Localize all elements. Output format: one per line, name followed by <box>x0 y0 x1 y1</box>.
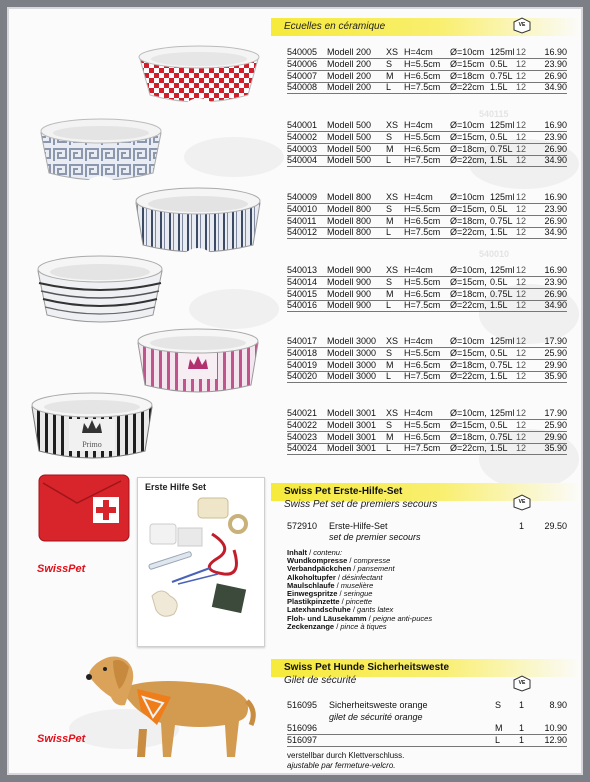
background-ghost-text: 540115 <box>479 109 509 119</box>
cell-code: 540021 <box>287 408 318 418</box>
ve-box-icon-3 <box>512 675 532 692</box>
cell-name: Modell 800 <box>327 192 372 202</box>
cell-height: H=7.5cm <box>404 300 441 311</box>
cell-size: S <box>386 203 393 214</box>
cell-volume: 0.75L <box>490 288 513 299</box>
cell-diameter: Ø=10cm, <box>450 265 487 275</box>
cell-qty: 12 <box>516 203 527 214</box>
cell-price: 17.90 <box>544 336 567 346</box>
cell-qty: 12 <box>516 192 527 202</box>
cell-diameter: Ø=22cm <box>450 82 485 93</box>
cell-name: Modell 900 <box>327 276 372 287</box>
cell-name: Modell 3000 <box>327 359 377 370</box>
cell-volume: 1.5L <box>490 227 508 238</box>
cell-size: M <box>386 431 394 442</box>
bowl-photo-modell-800-stripes <box>133 185 263 257</box>
cell-volume: 125ml <box>490 47 515 57</box>
cell-price: 35.90 <box>544 443 567 454</box>
cell-price: 23.90 <box>544 131 567 142</box>
cell-height: H=5.5cm <box>404 131 441 142</box>
cell-height: H=6.5cm <box>404 70 441 81</box>
cell-height: H=7.5cm <box>404 371 441 382</box>
vest-cell-code: 516097 <box>287 735 318 745</box>
cell-price: 26.90 <box>544 215 567 226</box>
cell-diameter: Ø=10cm <box>450 120 485 130</box>
cell-diameter: Ø=15cm, <box>450 203 487 214</box>
cell-price: 25.90 <box>544 419 567 430</box>
vest-cell-qty: 1 <box>519 735 525 745</box>
cell-height: H=5.5cm <box>404 347 441 358</box>
bowl-photo-modell-500-greek-key <box>37 115 165 185</box>
cell-code: 540006 <box>287 58 318 69</box>
ve-box-icon-2 <box>512 494 532 511</box>
cell-size: XS <box>386 336 399 346</box>
cell-name: Modell 3001 <box>327 431 377 442</box>
cell-qty: 12 <box>516 276 527 287</box>
vest-cell-qty: 1 <box>519 700 525 710</box>
cell-code: 540013 <box>287 265 318 275</box>
cell-qty: 12 <box>516 70 527 81</box>
bowl-photo-modell-3001-black-crown <box>29 389 155 463</box>
cell-diameter: Ø=18cm, <box>450 215 487 226</box>
cell-volume: 0.75L <box>490 215 513 226</box>
contents-heading: Inhalt / contenu: <box>287 548 343 557</box>
cell-size: S <box>386 347 393 358</box>
cell-diameter: Ø=15cm, <box>450 419 487 430</box>
cell-size: L <box>386 300 392 311</box>
cell-height: H=7.5cm <box>404 227 441 238</box>
cell-name: Modell 500 <box>327 143 372 154</box>
first-aid-product-name-fr <box>287 532 567 544</box>
vest-name-fr: gilet de sécurité orange <box>329 712 423 722</box>
cell-qty: 12 <box>516 419 527 430</box>
cell-diameter: Ø=22cm, <box>450 443 487 454</box>
cell-price: 25.90 <box>544 347 567 358</box>
contents-item: Floh- und Läusekamm / peigne anti-puces <box>287 613 433 623</box>
cell-size: M <box>386 70 394 81</box>
cell-price: 16.90 <box>544 120 567 130</box>
cell-volume: 125ml <box>490 120 515 130</box>
cell-diameter: Ø=10cm <box>450 336 485 346</box>
bowl-photo-modell-900-rings <box>35 253 165 327</box>
cell-code: 540010 <box>287 203 318 214</box>
vest-cell-price: 12.90 <box>544 735 567 745</box>
cell-volume: 125ml <box>490 336 515 346</box>
row-divider <box>287 311 567 312</box>
product-name: Erste-Hilfe-Set <box>329 521 388 531</box>
cell-code: 540002 <box>287 131 318 142</box>
contents-item: Alkoholtupfer / désinfectant <box>287 572 383 582</box>
cell-qty: 12 <box>516 359 527 370</box>
cell-code: 540014 <box>287 276 318 287</box>
cell-price: 23.90 <box>544 203 567 214</box>
cell-volume: 0.5L <box>490 131 508 142</box>
cell-code: 540022 <box>287 419 318 430</box>
vest-section-title: Swiss Pet Hunde Sicherheitsweste <box>284 662 450 673</box>
cell-price: 35.90 <box>544 371 567 382</box>
cell-size: L <box>386 443 392 454</box>
swisspet-logo-2: SwissPet <box>37 733 86 745</box>
cell-diameter: Ø=15cm, <box>450 347 487 358</box>
row-divider <box>287 746 567 747</box>
cell-height: H=7.5cm <box>404 155 441 166</box>
bowl-photo-modell-200-checkered <box>134 43 264 107</box>
cell-size: S <box>386 276 393 287</box>
contents-item: Latexhandschuhe / gants latex <box>287 605 394 615</box>
cell-diameter: Ø=18cm, <box>450 288 487 299</box>
cell-height: H=4cm <box>404 336 433 346</box>
cell-price: 23.90 <box>544 276 567 287</box>
cell-qty: 12 <box>516 431 527 442</box>
cell-diameter: Ø=18cm, <box>450 359 487 370</box>
cell-height: H=6.5cm <box>404 215 441 226</box>
primo-label: Primo <box>82 440 102 449</box>
cell-name: Modell 800 <box>327 227 372 238</box>
cell-name: Modell 500 <box>327 120 372 130</box>
cell-qty: 12 <box>516 265 527 275</box>
cell-height: H=6.5cm <box>404 359 441 370</box>
cell-price: 29.90 <box>544 431 567 442</box>
cell-size: L <box>386 227 392 238</box>
cell-height: H=5.5cm <box>404 276 441 287</box>
cell-code: 540023 <box>287 431 318 442</box>
cell-size: XS <box>386 120 399 130</box>
cell-code: 540020 <box>287 371 318 382</box>
cell-name: Modell 900 <box>327 288 372 299</box>
cell-volume: 0.5L <box>490 419 508 430</box>
cell-qty: 12 <box>516 443 527 454</box>
vest-cell-size: M <box>495 723 503 733</box>
vest-cell-price: 10.90 <box>544 723 567 733</box>
cell-volume: 0.75L <box>490 431 513 442</box>
cell-price: 34.90 <box>544 82 567 93</box>
row-divider <box>287 166 567 167</box>
cell-volume: 1.5L <box>490 443 508 454</box>
swisspet-logo: SwissPet <box>37 563 86 575</box>
cell-volume: 1.5L <box>490 300 508 311</box>
vest-cell-code: 516095 <box>287 700 318 710</box>
cell-qty: 12 <box>516 120 527 130</box>
cell-height: H=5.5cm <box>404 58 441 69</box>
cell-size: M <box>386 359 394 370</box>
cell-size: L <box>386 82 392 93</box>
cell-price: 29.90 <box>544 359 567 370</box>
cell-name: Modell 200 <box>327 47 372 57</box>
cell-qty: 12 <box>516 58 527 69</box>
product-name-fr: set de premier secours <box>329 532 421 542</box>
cell-price: 26.90 <box>544 143 567 154</box>
cell-name: Modell 800 <box>327 203 372 214</box>
contents-item: Plastikpinzette / pincette <box>287 597 373 607</box>
cell-height: H=4cm <box>404 265 433 275</box>
cell-diameter: Ø=22cm, <box>450 227 487 238</box>
vest-cell-name: Sicherheitsweste orange <box>329 700 428 710</box>
ve-box-icon <box>512 17 532 34</box>
cell-volume: 0.75L <box>490 70 513 81</box>
cell-size: L <box>386 371 392 382</box>
cell-diameter: Ø=10cm, <box>450 408 487 418</box>
cell-price: 26.90 <box>544 288 567 299</box>
cell-qty: 12 <box>516 300 527 311</box>
cell-code: 540018 <box>287 347 318 358</box>
cell-diameter: Ø=22cm, <box>450 371 487 382</box>
cell-price: 34.90 <box>544 155 567 166</box>
cell-size: M <box>386 215 394 226</box>
cell-volume: 125ml <box>490 265 515 275</box>
cell-price: 16.90 <box>544 192 567 202</box>
cell-diameter: Ø=18cm <box>450 70 485 81</box>
cell-size: XS <box>386 265 399 275</box>
cell-price: 34.90 <box>544 300 567 311</box>
cell-volume: 125ml <box>490 408 515 418</box>
cell-height: H=5.5cm <box>404 419 441 430</box>
cell-diameter: Ø=15cm, <box>450 131 487 142</box>
cell-qty: 12 <box>516 47 527 57</box>
cell-code: 540024 <box>287 443 318 454</box>
contents-item: Zeckenzange / pince à tiques <box>287 621 387 631</box>
cell-height: H=6.5cm <box>404 431 441 442</box>
cell-code: 540015 <box>287 288 318 299</box>
svg-text:VE: VE <box>518 680 526 686</box>
cell-diameter: Ø=18cm, <box>450 143 487 154</box>
cell-height: H=4cm <box>404 120 433 130</box>
contents-item: Verbandpäckchen / pansement <box>287 564 395 574</box>
contents-item: Einwegspritze / seringue <box>287 589 373 599</box>
first-aid-pouch-photo <box>37 471 133 547</box>
vest-cell-size: S <box>495 700 502 710</box>
cell-code: 540016 <box>287 300 318 311</box>
vest-cell-price: 8.90 <box>549 700 567 710</box>
cell-code: 540003 <box>287 143 318 154</box>
cell-diameter: Ø=10cm <box>450 192 485 202</box>
first-aid-contents-list <box>287 549 487 631</box>
cell-qty: 12 <box>516 408 527 418</box>
cell-price: 16.90 <box>544 265 567 275</box>
ceramic-section-subtitle: Ecuelles en céramique <box>284 21 386 32</box>
cell-height: H=4cm <box>404 408 433 418</box>
row-divider <box>287 238 567 239</box>
cell-name: Modell 3000 <box>327 347 377 358</box>
cell-name: Modell 3001 <box>327 408 377 418</box>
row-divider <box>287 382 567 383</box>
cell-diameter: Ø=22cm, <box>450 155 487 166</box>
cell-code: 540004 <box>287 155 318 166</box>
svg-text:VE: VE <box>518 22 526 28</box>
cell-qty: 12 <box>516 347 527 358</box>
vest-cell-size: L <box>495 735 501 745</box>
cell-volume: 0.75L <box>490 359 513 370</box>
cell-code: 540001 <box>287 120 318 130</box>
cell-name: Modell 500 <box>327 155 372 166</box>
cell-price: 26.90 <box>544 70 567 81</box>
cell-qty: 12 <box>516 288 527 299</box>
cell-name: Modell 800 <box>327 215 372 226</box>
row-divider <box>287 454 567 455</box>
cell-name: Modell 3000 <box>327 371 377 382</box>
cell-size: L <box>386 155 392 166</box>
first-aid-section-title: Swiss Pet Erste-Hilfe-Set <box>284 486 403 497</box>
cell-price: 34.90 <box>544 227 567 238</box>
cell-size: XS <box>386 47 399 57</box>
cell-volume: 1.5L <box>490 371 508 382</box>
cell-size: S <box>386 131 393 142</box>
svg-text:VE: VE <box>518 499 526 505</box>
cell-diameter: Ø=10cm <box>450 47 485 57</box>
cell-price: 23.90 <box>544 58 567 69</box>
cell-name: Modell 200 <box>327 70 372 81</box>
vest-cell-code: 516096 <box>287 723 318 733</box>
background-ghost-bowl <box>184 137 284 177</box>
cell-volume: 1.5L <box>490 155 508 166</box>
cell-volume: 0.5L <box>490 347 508 358</box>
vest-footer-fr: ajustable par fermeture-velcro. <box>287 761 396 770</box>
cell-size: M <box>386 143 394 154</box>
cell-name: Modell 3001 <box>327 443 377 454</box>
cell-name: Modell 500 <box>327 131 372 142</box>
cell-price: 17.90 <box>544 408 567 418</box>
cell-name: Modell 3000 <box>327 336 377 346</box>
cell-volume: 0.5L <box>490 58 508 69</box>
product-qty: 1 <box>519 521 525 531</box>
cell-volume: 1.5L <box>490 82 508 93</box>
vest-product-name-fr <box>287 712 567 724</box>
cell-name: Modell 200 <box>327 58 372 69</box>
product-code: 572910 <box>287 521 318 531</box>
cell-qty: 12 <box>516 215 527 226</box>
cell-qty: 12 <box>516 336 527 346</box>
cell-height: H=6.5cm <box>404 143 441 154</box>
cell-qty: 12 <box>516 82 527 93</box>
cell-height: H=6.5cm <box>404 288 441 299</box>
cell-qty: 12 <box>516 227 527 238</box>
cell-code: 540005 <box>287 47 318 57</box>
cell-code: 540017 <box>287 336 318 346</box>
cell-code: 540007 <box>287 70 318 81</box>
cell-volume: 0.5L <box>490 203 508 214</box>
vest-row <box>287 700 567 712</box>
vest-cell-qty: 1 <box>519 723 525 733</box>
cell-qty: 12 <box>516 155 527 166</box>
cell-code: 540012 <box>287 227 318 238</box>
cell-name: Modell 200 <box>327 82 372 93</box>
background-ghost-text: 540010 <box>479 249 510 259</box>
first-aid-section-subtitle: Swiss Pet set de premiers secours <box>284 499 438 510</box>
vest-footer-de: verstellbar durch Klettverschluss. <box>287 751 405 760</box>
cell-code: 540019 <box>287 359 318 370</box>
kit-label: Erste Hilfe Set <box>145 482 207 492</box>
cell-qty: 12 <box>516 131 527 142</box>
cell-code: 540009 <box>287 192 318 202</box>
cell-height: H=4cm <box>404 47 433 57</box>
cell-diameter: Ø=15cm, <box>450 276 487 287</box>
cell-height: H=7.5cm <box>404 82 441 93</box>
cell-size: XS <box>386 192 399 202</box>
vest-section-subtitle: Gilet de sécurité <box>284 675 357 686</box>
cell-volume: 0.75L <box>490 143 513 154</box>
cell-height: H=7.5cm <box>404 443 441 454</box>
cell-price: 16.90 <box>544 47 567 57</box>
cell-diameter: Ø=15cm <box>450 58 485 69</box>
cell-height: H=4cm <box>404 192 433 202</box>
cell-size: S <box>386 419 393 430</box>
cell-size: XS <box>386 408 399 418</box>
bowl-photo-modell-3000-pink-crown <box>135 325 261 397</box>
contents-item: Wundkompresse / compresse <box>287 556 391 566</box>
background-ghost-bowl <box>189 289 279 329</box>
cell-height: H=5.5cm <box>404 203 441 214</box>
row-divider <box>287 93 567 94</box>
first-aid-kit-contents-photo <box>137 477 265 647</box>
cell-name: Modell 3001 <box>327 419 377 430</box>
cell-qty: 12 <box>516 143 527 154</box>
cell-code: 540011 <box>287 215 317 226</box>
cell-diameter: Ø=22cm, <box>450 300 487 311</box>
cell-size: M <box>386 288 394 299</box>
cell-name: Modell 900 <box>327 265 372 275</box>
cell-volume: 0.5L <box>490 276 508 287</box>
cell-qty: 12 <box>516 371 527 382</box>
cell-volume: 125ml <box>490 192 515 202</box>
contents-item: Maulschlaufe / muselière <box>287 580 374 590</box>
catalog-page <box>7 7 583 775</box>
product-price: 29.50 <box>544 521 567 531</box>
cell-name: Modell 900 <box>327 300 372 311</box>
dog-with-safety-vest-photo <box>79 645 259 763</box>
cell-diameter: Ø=18cm, <box>450 431 487 442</box>
cell-code: 540008 <box>287 82 318 93</box>
cell-size: S <box>386 58 393 69</box>
